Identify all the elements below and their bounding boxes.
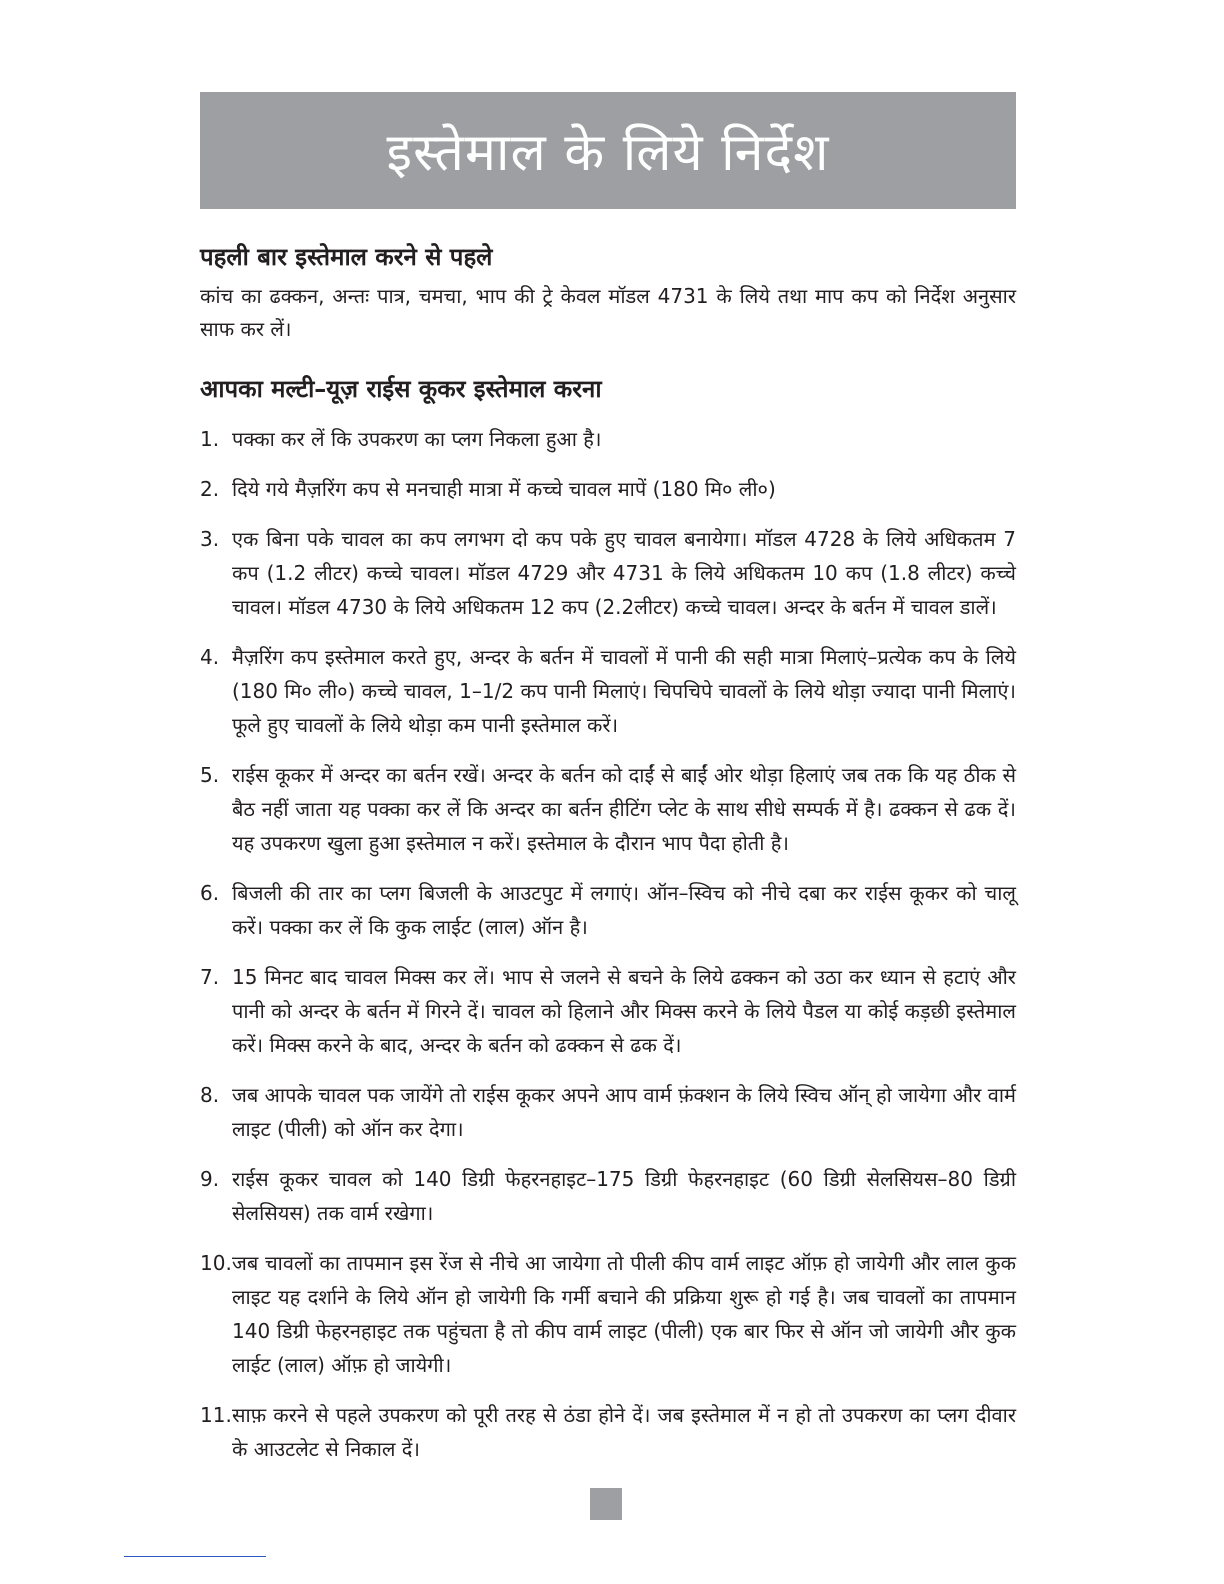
instruction-step-7 [200, 960, 1016, 1062]
step-number: 11. [200, 1403, 232, 1427]
step-number: 1. [200, 427, 220, 451]
instruction-step-6 [200, 876, 1016, 944]
step-text: बिजली की तार का प्लग बिजली के आउटपुट में लगाएं। ऑन–स्विच को नीचे दबा कर राईस कूकर को चालू करें। पक्का कर लें कि कुक लाईट (लाल) ऑन है। [232, 881, 1016, 939]
step-number: 3. [200, 527, 220, 551]
section-heading-using-cooker: आपका मल्टी–यूज़ राईस कूकर इस्तेमाल करना [200, 375, 602, 403]
step-number: 2. [200, 477, 220, 501]
page-title: इस्तेमाल के लिये निर्देश [386, 123, 830, 183]
step-text: दिये गये मैज़रिंग कप से मनचाही मात्रा में कच्चे चावल मापें (180 मि० ली०) [232, 477, 776, 501]
step-text: साफ़ करने से पहले उपकरण को पूरी तरह से ठंडा होने दें। जब इस्तेमाल में न हो तो उपकरण का प्लग दीवार के आउटलेट से निकाल दें। [232, 1403, 1016, 1461]
step-number: 10. [200, 1251, 232, 1275]
instruction-list [200, 422, 1016, 1482]
step-text: एक बिना पके चावल का कप लगभग दो कप पके हुए चावल बनायेगा। मॉडल 4728 के लिये अधिकतम 7 कप (1.2 लीटर) कच्चे चावल। मॉडल 4729 और 4731 के लिये अधिकतम 10 कप (1.8 लीटर) कच्चे चावल। मॉडल 4730 के लिये अधिकतम 12 कप (2.2लीटर) कच्चे चावल। अन्दर के बर्तन में चावल डालें। [232, 527, 1016, 619]
footer-rule [124, 1556, 266, 1557]
instruction-step-1 [200, 422, 1016, 456]
instruction-step-4 [200, 640, 1016, 742]
step-text: राईस कूकर में अन्दर का बर्तन रखें। अन्दर के बर्तन को दाईं से बाईं ओर थोड़ा हिलाएं जब तक कि यह ठीक से बैठ नहीं जाता यह पक्का कर लें कि अन्दर का बर्तन हीटिंग प्लेट के साथ सीधे सम्पर्क में है। ढक्कन से ढक दें। यह उपकरण खुला हुआ इस्तेमाल न करें। इस्तेमाल के दौरान भाप पैदा होती है। [232, 763, 1016, 855]
step-text: 15 मिनट बाद चावल मिक्स कर लें। भाप से जलने से बचने के लिये ढक्कन को उठा कर ध्यान से हटाएं और पानी को अन्दर के बर्तन में गिरने दें। चावल को हिलाने और मिक्स करने के लिये पैडल या कोई कड़छी इस्तेमाल करें। मिक्स करने के बाद, अन्दर के बर्तन को ढक्कन से ढक दें। [232, 965, 1016, 1057]
step-number: 4. [200, 645, 220, 669]
step-number: 6. [200, 881, 220, 905]
first-use-paragraph: कांच का ढक्कन, अन्तः पात्र, चमचा, भाप की ट्रे केवल मॉडल 4731 के लिये तथा माप कप को निर्देश अनुसार साफ कर लें। [200, 284, 1016, 341]
instruction-step-8 [200, 1078, 1016, 1146]
instruction-step-11 [200, 1398, 1016, 1466]
title-banner [200, 92, 1016, 209]
step-text: मैज़रिंग कप इस्तेमाल करते हुए, अन्दर के बर्तन में चावलों में पानी की सही मात्रा मिलाएं–प्रत्येक कप के लिये (180 मि० ली०) कच्चे चावल, 1–1/2 कप पानी मिलाएं। चिपचिपे चावलों के लिये थोड़ा ज्यादा पानी मिलाएं। फूले हुए चावलों के लिये थोड़ा कम पानी इस्तेमाल करें। [232, 645, 1016, 737]
step-text: राईस कूकर चावल को 140 डिग्री फेहरनहाइट–175 डिग्री फेहरनहाइट (60 डिग्री सेलसियस–80 डिग्री सेलसियस) तक वार्म रखेगा। [232, 1167, 1016, 1225]
instruction-step-3 [200, 522, 1016, 624]
step-number: 5. [200, 763, 220, 787]
instruction-step-5 [200, 758, 1016, 860]
section-heading-first-use: पहली बार इस्तेमाल करने से पहले [200, 243, 493, 271]
step-number: 8. [200, 1083, 220, 1107]
step-text: पक्का कर लें कि उपकरण का प्लग निकला हुआ है। [232, 427, 602, 451]
page-number-marker [590, 1488, 622, 1520]
instruction-step-10 [200, 1246, 1016, 1382]
step-number: 9. [200, 1167, 220, 1191]
step-text: जब आपके चावल पक जायेंगे तो राईस कूकर अपने आप वार्म फ़ंक्शन के लिये स्विच ऑन् हो जायेगा और वार्म लाइट (पीली) को ऑन कर देगा। [232, 1083, 1016, 1141]
step-text: जब चावलों का तापमान इस रेंज से नीचे आ जायेगा तो पीली कीप वार्म लाइट ऑफ़ हो जायेगी और लाल कुक लाइट यह दर्शाने के लिये ऑन हो जायेगी कि गर्मी बचाने की प्रक्रिया शुरू हो गई है। जब चावलों का तापमान 140 डिग्री फेहरनहाइट तक पहुंचता है तो कीप वार्म लाइट (पीली) एक बार फिर से ऑन जो जायेगी और कुक लाईट (लाल) ऑफ़ हो जायेगी। [232, 1251, 1016, 1377]
step-number: 7. [200, 965, 220, 989]
instruction-step-2 [200, 472, 1016, 506]
instruction-step-9 [200, 1162, 1016, 1230]
